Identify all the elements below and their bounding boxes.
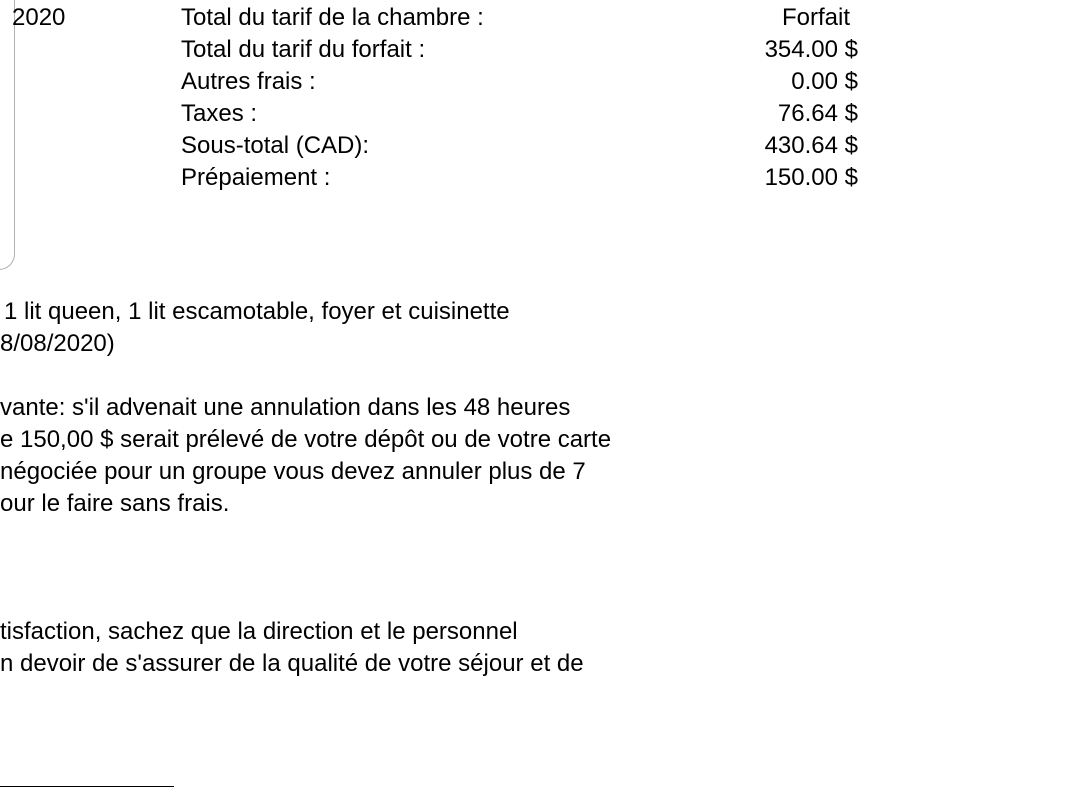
- summary-label-prepayment: Prépaiement :: [181, 164, 331, 191]
- summary-value-subtotal: 430.64 $: [764, 132, 858, 159]
- summary-value-room-rate: Forfait: [781, 4, 850, 31]
- room-description-line-2: 8/08/2020): [0, 330, 115, 357]
- summary-label-subtotal: Sous-total (CAD):: [181, 132, 370, 159]
- summary-label-other-fees: Autres frais :: [181, 68, 316, 95]
- summary-value-package-rate: 354.00 $: [764, 36, 858, 63]
- policy-line-2: e 150,00 $ serait prélevé de votre dépôt ou de votre carte: [0, 426, 612, 453]
- summary-label-room-rate: Total du tarif de la chambre :: [181, 4, 484, 31]
- room-description-line-1: 1 lit queen, 1 lit escamotable, foyer et cuisinette: [4, 298, 510, 325]
- satisfaction-line-1: tisfaction, sachez que la direction et le personnel: [0, 618, 518, 645]
- signature-line: [0, 786, 174, 787]
- summary-label-taxes: Taxes :: [181, 100, 258, 127]
- policy-line-4: our le faire sans frais.: [0, 490, 230, 517]
- policy-line-1: vante: s'il advenait une annulation dans les 48 heures: [0, 394, 571, 421]
- summary-values: [765, 2, 858, 194]
- date-fragment: 2020: [12, 4, 66, 31]
- summary-value-taxes: 76.64 $: [777, 100, 858, 127]
- summary-label-package-rate: Total du tarif du forfait :: [181, 36, 426, 63]
- summary-labels: [181, 2, 484, 194]
- satisfaction-line-2: n devoir de s'assurer de la qualité de votre séjour et de: [0, 650, 584, 677]
- policy-line-3: négociée pour un groupe vous devez annuler plus de 7: [0, 458, 586, 485]
- info-box-frame: [0, 0, 15, 270]
- summary-value-other-fees: 0.00 $: [791, 68, 858, 95]
- summary-value-prepayment: 150.00 $: [764, 164, 858, 191]
